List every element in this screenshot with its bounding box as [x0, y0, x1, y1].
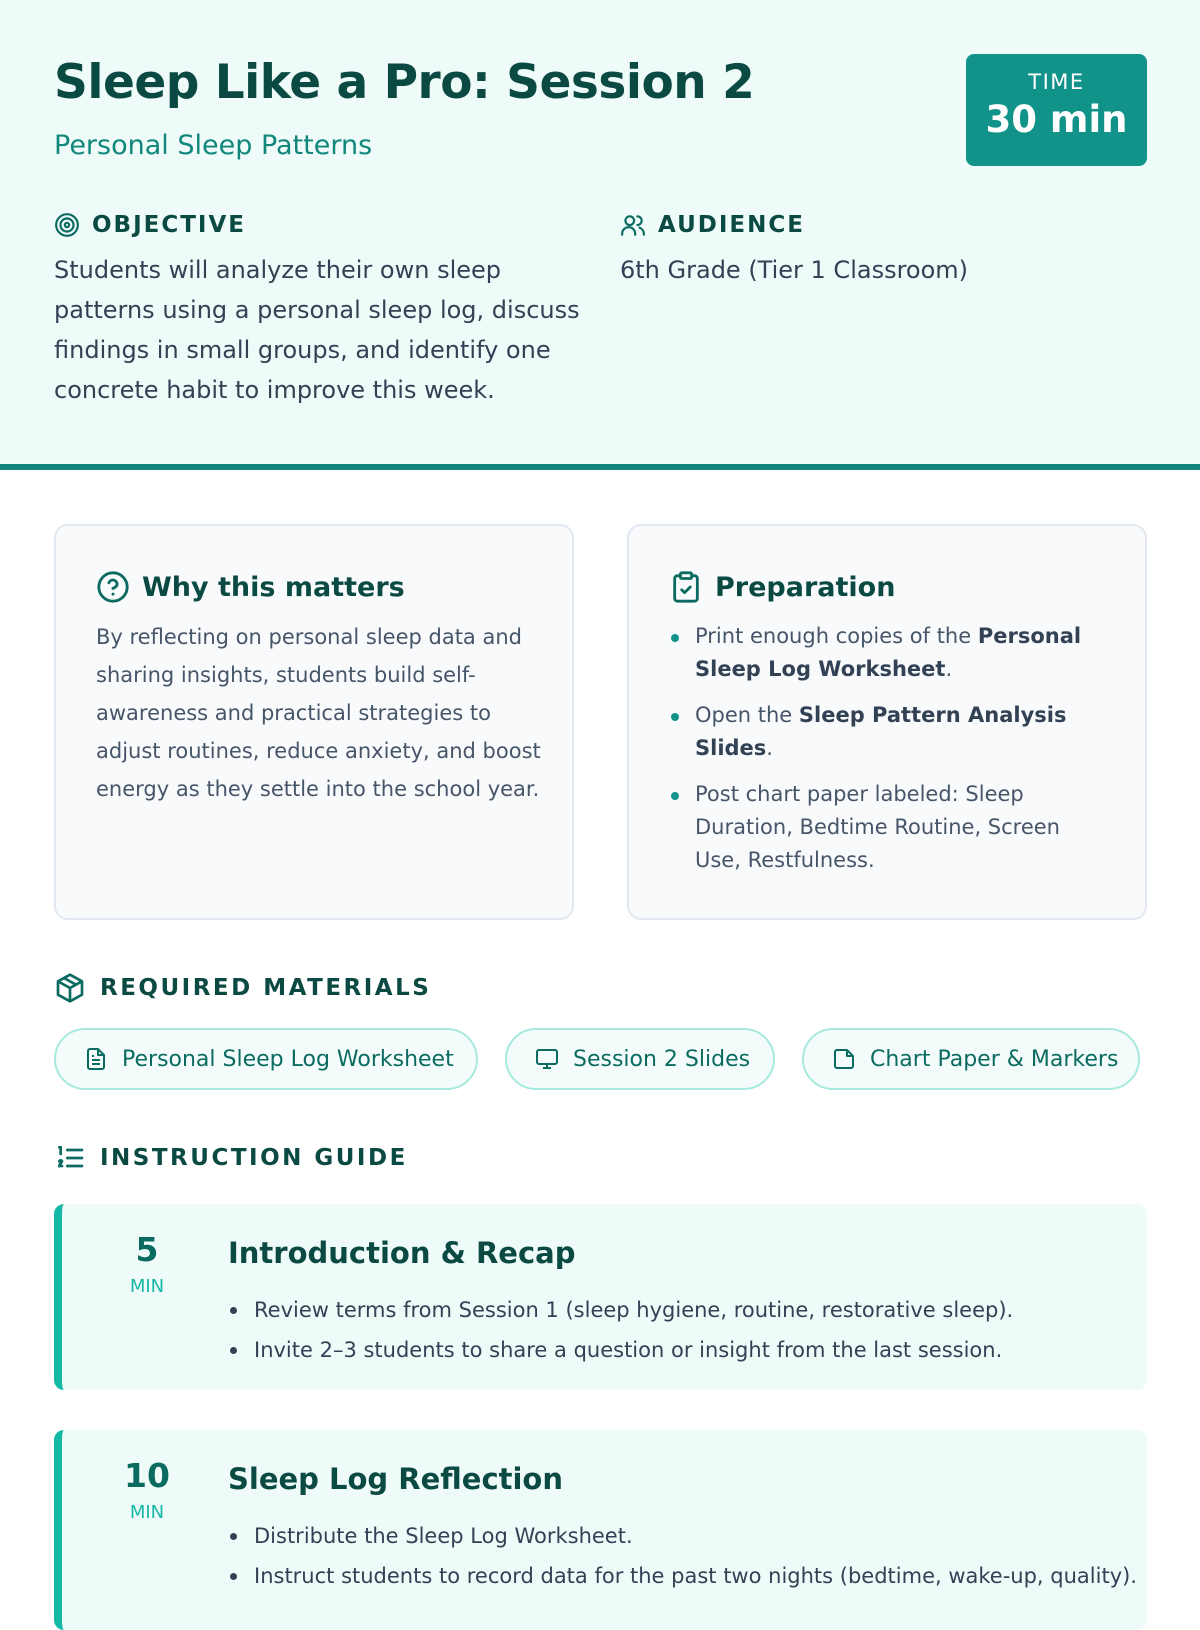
preparation-heading — [669, 570, 895, 604]
material-slides[interactable] — [505, 1028, 775, 1090]
monitor-icon — [535, 1047, 559, 1071]
instruction-step — [54, 1204, 1147, 1390]
ordered-list-icon — [54, 1142, 86, 1174]
step-minutes: 5 — [135, 1230, 159, 1269]
step-minutes: 10 — [124, 1456, 170, 1495]
material-label: Session 2 Slides — [573, 1046, 751, 1072]
list-item: Open the Sleep Pattern Analysis Slides. — [669, 699, 1099, 765]
material-worksheet[interactable] — [54, 1028, 478, 1090]
objective-text: Students will analyze their own sleep patterns using a personal sleep log, discuss findings in small groups, and identify one concrete habit to improve this week. — [54, 256, 580, 404]
list-item: Review terms from Session 1 (sleep hygiene, routine, restorative sleep). — [228, 1290, 1138, 1330]
audience-text: 6th Grade (Tier 1 Classroom) — [620, 256, 969, 284]
users-icon — [620, 212, 646, 238]
materials-heading — [54, 972, 431, 1004]
material-label: Personal Sleep Log Worksheet — [122, 1046, 454, 1072]
step-unit: MIN — [129, 1502, 165, 1523]
objective-heading — [54, 212, 246, 238]
audience-heading — [620, 212, 805, 238]
materials-label: REQUIRED MATERIALS — [100, 975, 432, 1001]
page-title: Sleep Like a Pro: Session 2 — [54, 55, 755, 110]
objective-label: OBJECTIVE — [92, 212, 246, 238]
why-title: Why this matters — [142, 571, 405, 603]
step-bullets — [228, 1516, 1138, 1596]
time-label: TIME — [1028, 70, 1085, 94]
preparation-list — [669, 620, 1099, 890]
time-badge — [966, 54, 1147, 166]
list-item: Post chart paper labeled: Sleep Duration, Bedtime Routine, Screen Use, Restfulness. — [669, 778, 1099, 877]
target-icon — [54, 212, 80, 238]
step-title: Sleep Log Reflection — [228, 1462, 564, 1496]
list-item: Instruct students to record data for the past two nights (bedtime, wake-up, quality). — [228, 1556, 1138, 1596]
time-value: 30 min — [985, 98, 1128, 141]
material-chart-paper[interactable] — [802, 1028, 1140, 1090]
instruction-step — [54, 1430, 1147, 1630]
step-title: Introduction & Recap — [228, 1236, 576, 1270]
why-text: By reflecting on personal sleep data and sharing insights, students build self-awareness and practical strategies to adjust routines, reduce anxiety, and boost energy as they settle into the school year. — [96, 625, 541, 801]
why-heading — [96, 570, 405, 604]
package-icon — [54, 972, 86, 1004]
step-bullets — [228, 1290, 1138, 1370]
document-icon — [84, 1047, 108, 1071]
page-subtitle: Personal Sleep Patterns — [54, 130, 373, 161]
audience-label: AUDIENCE — [658, 212, 805, 238]
guide-label: INSTRUCTION GUIDE — [100, 1145, 408, 1171]
guide-heading — [54, 1142, 408, 1174]
step-unit: MIN — [129, 1276, 165, 1297]
question-circle-icon — [96, 570, 130, 604]
list-item: Invite 2–3 students to share a question or insight from the last session. — [228, 1330, 1138, 1370]
list-item: Print enough copies of the Personal Sleep Log Worksheet. — [669, 620, 1099, 686]
material-label: Chart Paper & Markers — [870, 1046, 1119, 1072]
preparation-title: Preparation — [715, 571, 896, 603]
clipboard-check-icon — [669, 570, 703, 604]
why-card — [54, 524, 574, 920]
sticky-note-icon — [832, 1047, 856, 1071]
preparation-card — [627, 524, 1147, 920]
list-item: Distribute the Sleep Log Worksheet. — [228, 1516, 1138, 1556]
lesson-header — [0, 0, 1200, 470]
